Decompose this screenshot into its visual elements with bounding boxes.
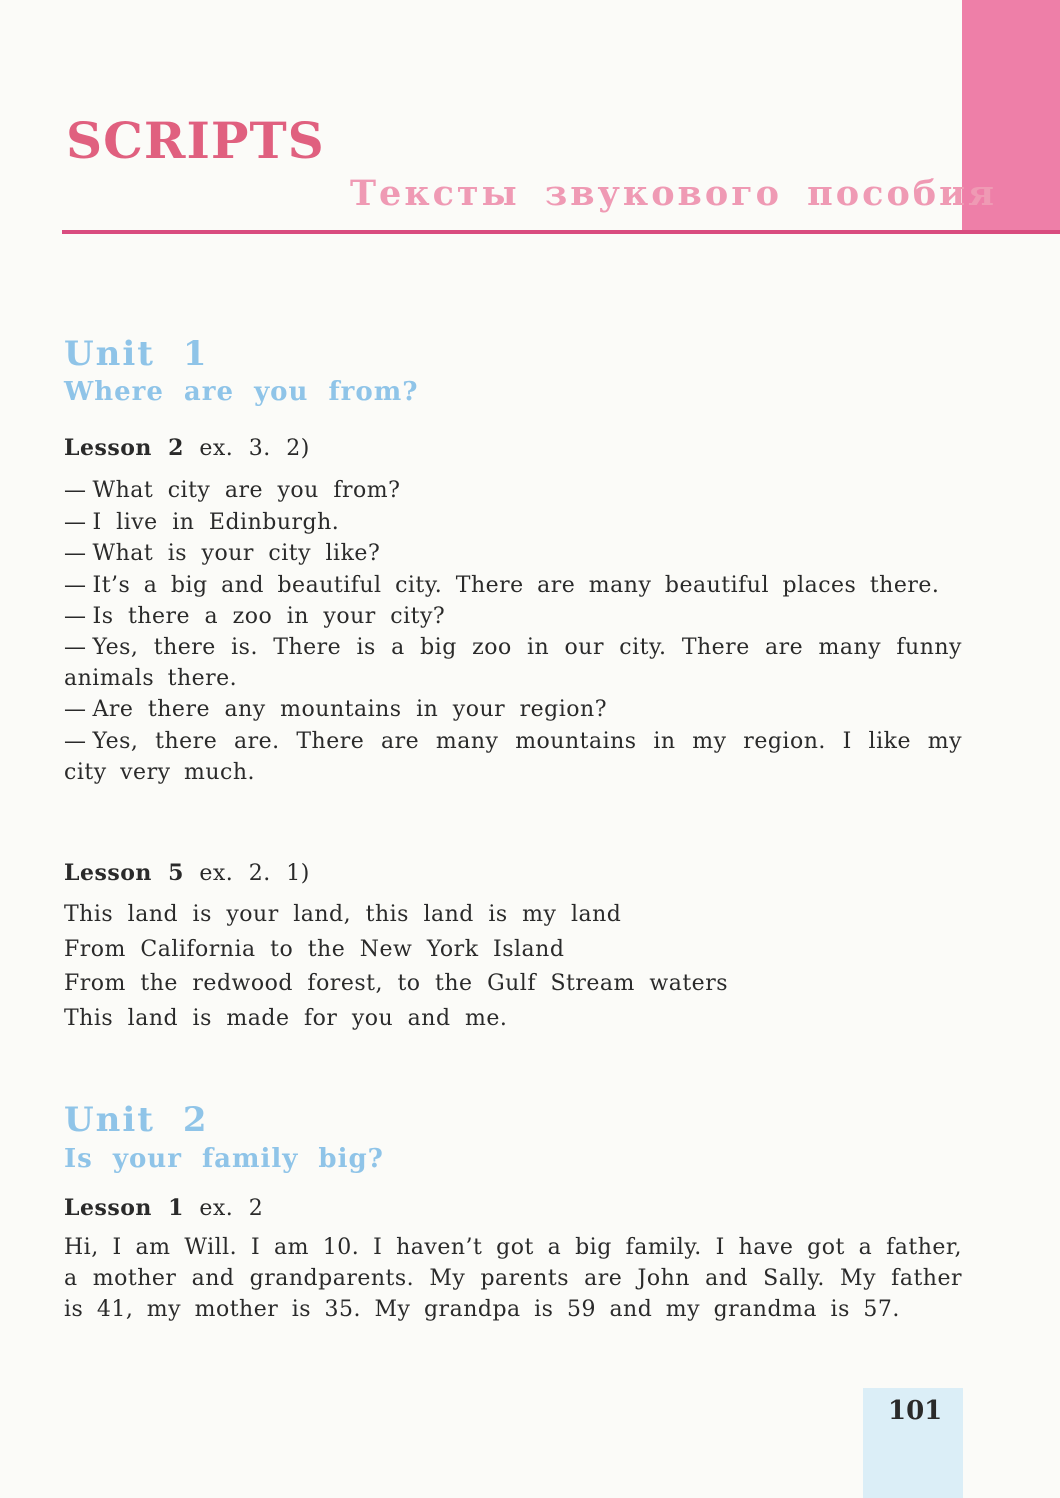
dash: — [64,478,87,503]
dialogue [64,475,962,788]
dialogue-line: — I live in Edinburgh. [64,509,340,535]
lesson-heading-bold: Lesson 1 [64,1195,184,1221]
lyric-line: This land is your land, this land is my land [64,902,622,927]
dialogue-line: — What is your city like? [64,541,381,566]
dash: — [64,572,87,598]
lyric-line: This land is made for you and me. [64,1005,508,1031]
dash: — [64,697,87,722]
dialogue-line: — Yes, there are. There are many mountains in my region. I like my city very much. [64,728,962,785]
page-number: 101 [888,1396,943,1426]
paragraph-text: Hi, I am Will. I am 10. I haven’t got a big family. I have got a father, a mother and grandparents. My parents are John and Sally. My father is 41, my mother is 35. My grandpa is 59 and my grandma is 57. [64,1235,962,1322]
paragraph [64,1232,962,1325]
unit-2-title: Unit 2 [64,1100,209,1140]
dash: — [64,728,87,754]
lesson-heading-rest: ex. 2 [199,1196,264,1221]
song-lyrics [64,898,962,1036]
lesson-heading-bold: Lesson 2 [64,435,184,461]
unit-1-subtitle: Where are you from? [64,377,419,407]
page-subtitle: Тексты звукового пособия [350,173,997,214]
dash: — [64,635,87,660]
lesson-heading [64,862,310,885]
dash: — [64,603,87,629]
dash: — [64,541,87,566]
lesson-heading [64,437,310,460]
lesson-heading [64,1197,263,1220]
lyric-line: From California to the New York Island [64,936,565,962]
dialogue-line: — Yes, there is. There is a big zoo in our city. There are many funny animals there. [64,635,962,691]
header-rule [62,230,1060,234]
lyric-line: From the redwood forest, to the Gulf Stream waters [64,971,729,996]
dialogue-line: — Is there a zoo in your city? [64,603,446,629]
lesson-heading-rest: ex. 2. 1) [199,861,310,886]
dialogue-line: — What city are you from? [64,478,401,503]
unit-2-subtitle: Is your family big? [64,1144,384,1174]
dialogue-line: — Are there any mountains in your region? [64,697,607,722]
unit-1-title: Unit 1 [64,334,209,374]
dialogue-line: — It’s a big and beautiful city. There are many beautiful places there. [64,572,940,598]
page-title: SCRIPTS [66,111,325,170]
lesson-heading-rest: ex. 3. 2) [199,436,310,461]
lesson-heading-bold: Lesson 5 [64,860,184,886]
dash: — [64,509,87,535]
